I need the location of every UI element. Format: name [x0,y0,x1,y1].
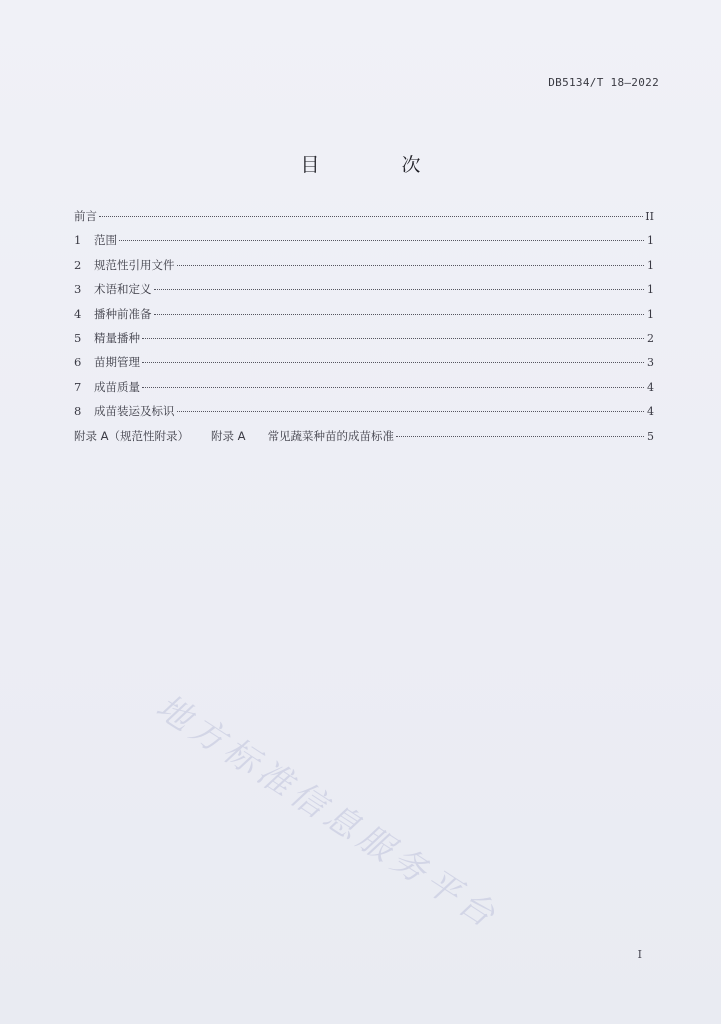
toc-entry-page: II [645,210,654,223]
toc-entry-3[interactable] [74,281,654,305]
appendix-title: 常见蔬菜种苗的成苗标准 [267,428,395,443]
dot-leader [142,338,644,339]
watermark: 地方标准信息服务平台 [148,686,507,939]
toc-entry-appendix-a[interactable] [74,428,654,452]
toc-entry-foreword[interactable] [74,208,654,232]
toc-entry-label: 成苗装运及标识 [94,404,175,419]
toc-entry-page: 2 [647,331,654,345]
toc-entry-number: 3 [74,282,82,297]
toc-entry-number: 1 [74,233,82,248]
appendix-label: 附录 A（规范性附录） [74,428,190,443]
toc-entry-page: 5 [647,429,654,443]
toc-entry-page: 1 [647,234,654,248]
dot-leader [177,411,645,412]
toc-entry-4[interactable] [74,306,654,330]
dot-leader [99,216,643,217]
toc-entry-6[interactable] [74,354,654,378]
toc-entry-label: 术语和定义 [94,282,152,297]
table-of-contents [74,208,654,452]
toc-entry-page: 1 [647,307,654,321]
toc-entry-number: 5 [74,330,82,345]
toc-entry-label: 前言 [74,209,97,223]
toc-entry-label: 精量播种 [94,330,140,345]
document-code: DB5134/T 18—2022 [548,76,659,89]
toc-entry-page: 3 [647,356,654,370]
toc-entry-number: 8 [74,404,82,419]
toc-entry-label: 苗期管理 [94,355,140,370]
toc-entry-1[interactable] [74,232,654,256]
toc-entry-number: 2 [74,257,82,272]
toc-entry-5[interactable] [74,330,654,354]
dot-leader [177,265,645,266]
appendix-sub-label: 附录 A [211,428,246,443]
toc-entry-label: 成苗质量 [94,379,140,394]
dot-leader [142,362,644,363]
toc-entry-page: 4 [647,380,654,394]
page-number: I [637,948,642,961]
dot-leader [396,436,644,437]
toc-entry-label: 规范性引用文件 [94,257,175,272]
toc-entry-page: 1 [647,258,654,272]
toc-entry-7[interactable] [74,379,654,403]
toc-entry-label: 范围 [94,233,117,248]
toc-entry-number: 4 [74,306,82,321]
toc-entry-number: 6 [74,355,82,370]
toc-entry-label: 播种前准备 [94,306,152,321]
toc-entry-page: 1 [647,283,654,297]
toc-entry-2[interactable] [74,257,654,281]
dot-leader [154,314,645,315]
toc-entry-number: 7 [74,379,82,394]
toc-entry-page: 4 [647,405,654,419]
dot-leader [142,387,644,388]
toc-entry-8[interactable] [74,403,654,427]
dot-leader [119,240,644,241]
toc-title: 目 次 [300,154,459,176]
dot-leader [154,289,645,290]
